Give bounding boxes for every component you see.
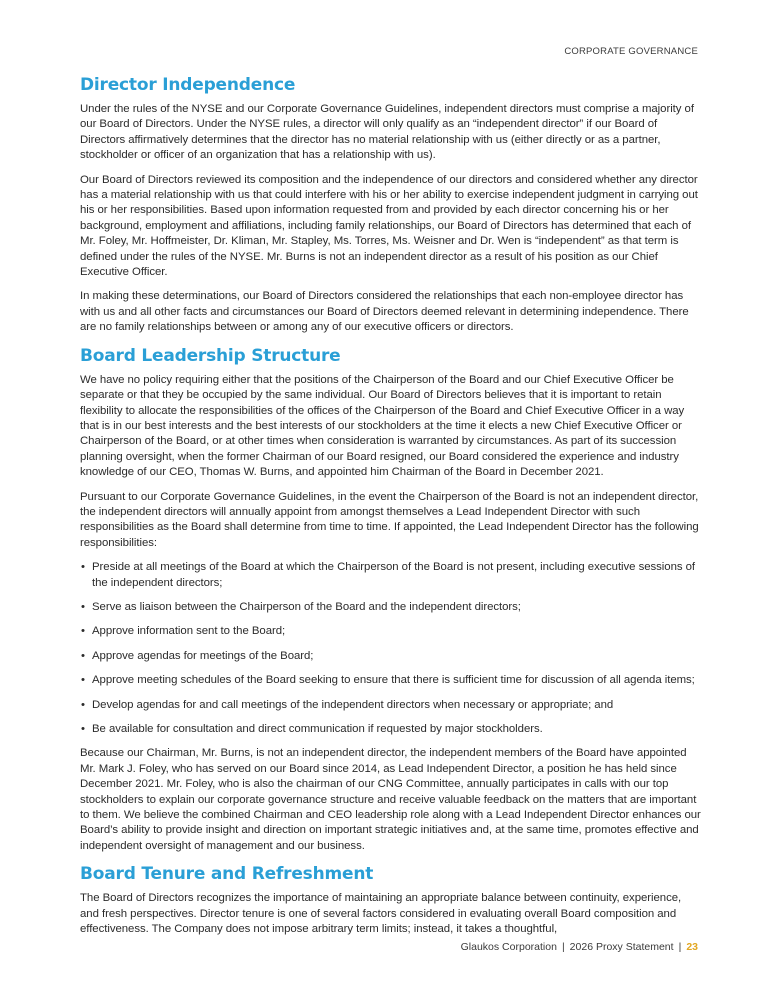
footer-separator: | <box>678 941 682 953</box>
list-item-text: Approve agendas for meetings of the Board; <box>92 649 314 662</box>
page-footer <box>461 941 698 953</box>
footer-separator: | <box>561 941 565 953</box>
paragraph: Our Board of Directors reviewed its composition and the independence of our directors and considered whether any director has a material relationship with us that could interfere with his or her ability to exercise independent judgment in carrying out his or her responsibilities. Based upon information requested from and provided by each director concerning his or her background, employment and affiliations, including family relationships, our Board of Directors has determined that each of Mr. Foley, Mr. Hoffmeister, Dr. Kliman, Mr. Stapley, Ms. Torres, Ms. Weisner and Dr. Wen is “independent” as that term is defined under the rules of the NYSE. Mr. Burns is not an independent director as a result of his position as our Chief Executive Officer. <box>80 173 698 279</box>
page-content <box>80 74 702 946</box>
paragraph: Under the rules of the NYSE and our Corporate Governance Guidelines, independent directors must comprise a majority of our Board of Directors. Under the NYSE rules, a director will only qualify as an “independent director” if our Board of Directors affirmatively determines that the director has no material relationship with us (either directly or as a partner, stockholder or officer of an organization that has a relationship with us). <box>80 103 694 162</box>
section-heading: Director Independence <box>80 75 296 95</box>
list-item-text: Approve information sent to the Board; <box>92 625 286 638</box>
list-item-text: Develop agendas for and call meetings of the independent directors when necessary or appropriate; and <box>92 698 614 711</box>
paragraph: In making these determinations, our Board of Directors considered the relationships that each non‑employee director has with us and all other facts and circumstances our Board of Directors deemed relevant in determining independence. There are no family relationships between or among any of our executive officers or directors. <box>80 290 689 334</box>
list-item-text: Approve meeting schedules of the Board seeking to ensure that there is sufficient time for discussion of all agenda items; <box>92 674 695 687</box>
section-director-independence <box>80 74 702 336</box>
list-item <box>80 624 702 639</box>
list-item <box>80 649 702 664</box>
list-item-text: Be available for consultation and direct communication if requested by major stockholders. <box>92 723 543 735</box>
list-item-text: Preside at all meetings of the Board at which the Chairperson of the Board is not present, including executive sessions of the independent directors; <box>92 561 696 589</box>
list-item <box>80 600 702 615</box>
bullet-icon: • <box>81 561 85 574</box>
paragraph: Pursuant to our Corporate Governance Guidelines, in the event the Chairperson of the Board is not an independent director, the independent directors will annually appoint from amongst themselves a Lead Independent Director with such responsibilities as the Board shall determine from time to time. If appointed, the Lead Independent Director has the following responsibilities: <box>80 490 699 549</box>
section-heading: Board Leadership Structure <box>80 345 341 366</box>
footer-document-title: 2026 Proxy Statement <box>569 941 674 953</box>
list-item <box>80 560 702 591</box>
list-item <box>80 722 702 737</box>
bullet-icon: • <box>81 698 85 711</box>
paragraph: Because our Chairman, Mr. Burns, is not an independent director, the independent members of the Board have appointed Mr. Mark J. Foley, who has served on our Board since 2014, as Lead Independent Director, a position he has held since December 2021. Mr. Foley, who is also the chairman of our CNG Committee, annually participates in calls with our top stockholders to explain our corporate governance structure and receive valuable feedback on the matters that are important to them. We believe the combined Chairman and CEO leadership role along with a Lead Independent Director enhances our Board’s ability to provide insight and direction on important strategic initiatives and, at the same time, promotes effective and independent oversight of management and our business. <box>80 747 701 852</box>
page-number: 23 <box>686 941 698 953</box>
bullet-icon: • <box>81 674 85 687</box>
paragraph: The Board of Directors recognizes the importance of maintaining an appropriate balance between continuity, experience, and fresh perspectives. Director tenure is one of several factors considered in evaluating overall Board composition and effectiveness. The Company does not impose arbitrary term limits; instead, it takes a thoughtful, <box>80 892 682 936</box>
section-board-tenure-refreshment <box>80 863 702 937</box>
running-header: CORPORATE GOVERNANCE <box>564 46 698 57</box>
responsibilities-list <box>80 560 702 737</box>
section-board-leadership-structure <box>80 345 702 855</box>
bullet-icon: • <box>81 600 85 613</box>
list-item <box>80 698 702 713</box>
section-heading: Board Tenure and Refreshment <box>80 864 374 885</box>
list-item <box>80 673 702 688</box>
list-item-text: Serve as liaison between the Chairperson of the Board and the independent directors; <box>92 600 521 613</box>
paragraph: We have no policy requiring either that the positions of the Chairperson of the Board and our Chief Executive Officer be separate or that they be occupied by the same individual. Our Board of Directors believes that it is important to retain flexibility to allocate the responsibilities of the offices of the Chairperson of the Board and Chief Executive Officer in a way that is in our best interests and the best interests of our stockholders at the time it elects a new Chief Executive Officer or Chairperson of the Board, or at other times when consideration is warranted by circumstances. As part of its succession planning oversight, when the former Chairman of our Board resigned, our Board considered the experience and industry knowledge of our CEO, Thomas W. Burns, and appointed him Chairman of the Board in December 2021. <box>80 373 685 479</box>
bullet-icon: • <box>81 723 85 735</box>
footer-company: Glaukos Corporation <box>460 941 557 953</box>
bullet-icon: • <box>81 649 85 662</box>
bullet-icon: • <box>81 625 85 638</box>
